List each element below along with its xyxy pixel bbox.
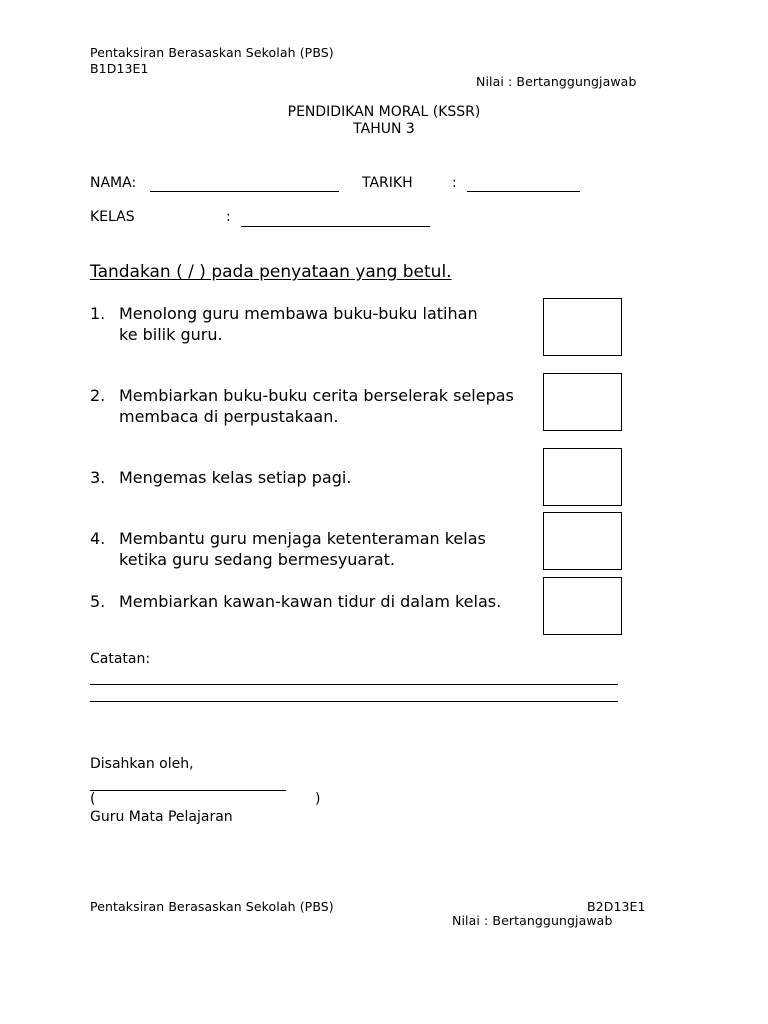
open-paren: (: [90, 791, 96, 807]
footer-assessment-title: Pentaksiran Berasaskan Sekolah (PBS): [90, 899, 334, 914]
notes-line-2[interactable]: [90, 701, 618, 702]
question-number: 1.: [90, 304, 106, 323]
subject-title: PENDIDIKAN MORAL (KSSR): [287, 104, 481, 120]
question-number: 3.: [90, 468, 106, 487]
question-number: 4.: [90, 529, 106, 548]
header-assessment-title: Pentaksiran Berasaskan Sekolah (PBS): [90, 45, 334, 60]
answer-checkbox-3[interactable]: [543, 448, 622, 506]
notes-label: Catatan:: [90, 651, 151, 667]
question-number: 2.: [90, 386, 106, 405]
class-field[interactable]: [241, 226, 430, 227]
signature-line[interactable]: [90, 790, 286, 791]
date-field[interactable]: [467, 191, 580, 192]
answer-checkbox-4[interactable]: [543, 512, 622, 570]
footer-value: Nilai : Bertanggungjawab: [452, 913, 613, 928]
name-label: NAMA:: [90, 175, 137, 191]
footer-code: B2D13E1: [587, 899, 646, 914]
year-title: TAHUN 3: [353, 121, 415, 137]
question-text: Mengemas kelas setiap pagi.: [119, 468, 352, 487]
question-text: Membiarkan buku-buku cerita berselerak selepas: [119, 386, 514, 405]
teacher-role: Guru Mata Pelajaran: [90, 809, 233, 825]
instruction: Tandakan ( / ) pada penyataan yang betul.: [90, 262, 452, 282]
answer-checkbox-5[interactable]: [543, 577, 622, 635]
header-code: B1D13E1: [90, 61, 149, 76]
close-paren: ): [315, 791, 321, 807]
header-value: Nilai : Bertanggungjawab: [476, 74, 637, 89]
date-label: TARIKH: [362, 175, 413, 191]
question-text: Membiarkan kawan-kawan tidur di dalam kelas.: [119, 592, 502, 611]
question-text-line2: ketika guru sedang bermesyuarat.: [119, 550, 395, 569]
class-colon: :: [226, 209, 231, 225]
question-text: Membantu guru menjaga ketenteraman kelas: [119, 529, 486, 548]
question-text: Menolong guru membawa buku-buku latihan: [119, 304, 478, 323]
question-text-line2: membaca di perpustakaan.: [119, 407, 339, 426]
answer-checkbox-1[interactable]: [543, 298, 622, 356]
answer-checkbox-2[interactable]: [543, 373, 622, 431]
name-field[interactable]: [150, 191, 339, 192]
date-colon: :: [452, 175, 457, 191]
notes-line-1[interactable]: [90, 684, 618, 685]
verified-by-label: Disahkan oleh,: [90, 756, 194, 772]
question-text-line2: ke bilik guru.: [119, 325, 223, 344]
class-label: KELAS: [90, 209, 135, 225]
question-number: 5.: [90, 592, 106, 611]
